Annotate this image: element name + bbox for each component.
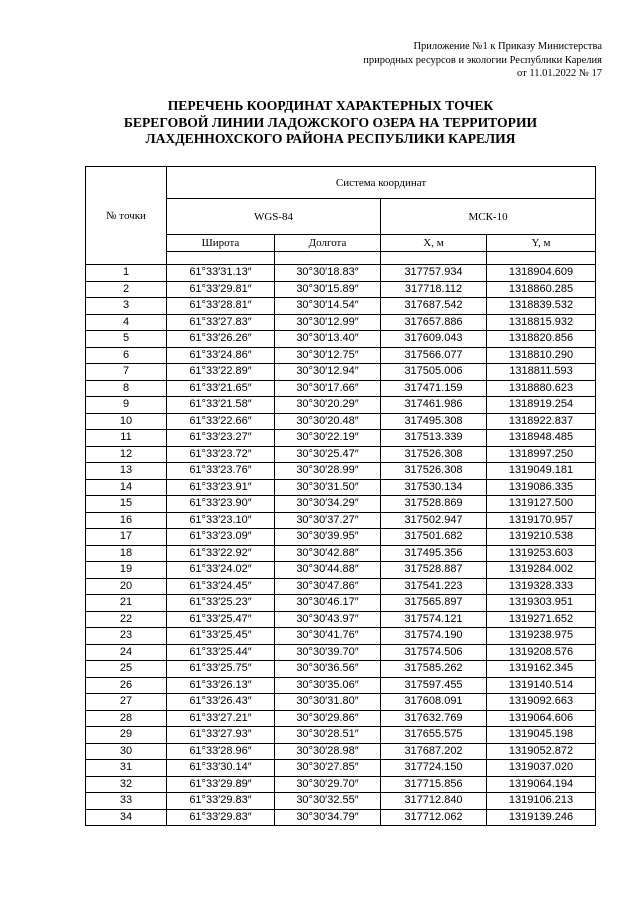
x-cell: 317526.308 (381, 446, 487, 463)
table-row (86, 265, 596, 282)
longitude-cell: 30°30′18.83″ (275, 265, 381, 282)
x-cell: 317501.682 (381, 529, 487, 546)
x-cell: 317526.308 (381, 463, 487, 480)
x-cell: 317495.308 (381, 413, 487, 430)
y-cell: 1319210.538 (487, 529, 596, 546)
longitude-cell: 30°30′34.29″ (275, 496, 381, 513)
x-cell: 317724.150 (381, 760, 487, 777)
longitude-cell: 30°30′17.66″ (275, 380, 381, 397)
x-cell: 317565.897 (381, 595, 487, 612)
annex-line-1: Приложение №1 к Приказу Министерства (413, 41, 602, 52)
longitude-cell: 30°30′22.19″ (275, 430, 381, 447)
longitude-cell: 30°30′39.70″ (275, 644, 381, 661)
table-row (86, 298, 596, 315)
point-number-cell: 33 (86, 793, 167, 810)
blank-cell (167, 252, 275, 265)
coordinates-table (85, 166, 596, 826)
latitude-cell: 61°33′25.45″ (167, 628, 275, 645)
x-cell: 317687.542 (381, 298, 487, 315)
longitude-cell: 30°30′47.86″ (275, 578, 381, 595)
latitude-cell: 61°33′28.81″ (167, 298, 275, 315)
y-cell: 1319064.194 (487, 776, 596, 793)
longitude-cell: 30°30′14.54″ (275, 298, 381, 315)
header-y: Y, м (487, 235, 596, 252)
latitude-cell: 61°33′26.13″ (167, 677, 275, 694)
table-row (86, 347, 596, 364)
point-number-cell: 7 (86, 364, 167, 381)
point-number-cell: 13 (86, 463, 167, 480)
point-number-cell: 26 (86, 677, 167, 694)
annex-line-2: природных ресурсов и экологии Республики Карелия (363, 54, 602, 66)
point-number-cell: 19 (86, 562, 167, 579)
latitude-cell: 61°33′23.91″ (167, 479, 275, 496)
table-row (86, 479, 596, 496)
latitude-cell: 61°33′23.72″ (167, 446, 275, 463)
x-cell: 317757.934 (381, 265, 487, 282)
y-cell: 1318820.856 (487, 331, 596, 348)
y-cell: 1319271.652 (487, 611, 596, 628)
document-title (0, 98, 639, 148)
point-number-cell: 29 (86, 727, 167, 744)
header-coordinate-system: Система координат (167, 167, 596, 199)
latitude-cell: 61°33′29.83″ (167, 793, 275, 810)
y-cell: 1319139.246 (487, 809, 596, 826)
header-x: X, м (381, 235, 487, 252)
x-cell: 317597.455 (381, 677, 487, 694)
x-cell: 317502.947 (381, 512, 487, 529)
y-cell: 1318860.285 (487, 281, 596, 298)
longitude-cell: 30°30′28.98″ (275, 743, 381, 760)
latitude-cell: 61°33′30.14″ (167, 760, 275, 777)
longitude-cell: 30°30′46.17″ (275, 595, 381, 612)
table-body (86, 265, 596, 826)
y-cell: 1318811.593 (487, 364, 596, 381)
table-row (86, 611, 596, 628)
table-row (86, 578, 596, 595)
table-row (86, 397, 596, 414)
longitude-cell: 30°30′20.48″ (275, 413, 381, 430)
x-cell: 317655.575 (381, 727, 487, 744)
longitude-cell: 30°30′28.51″ (275, 727, 381, 744)
point-number-cell: 1 (86, 265, 167, 282)
x-cell: 317528.887 (381, 562, 487, 579)
blank-cell (381, 252, 487, 265)
annex-note (363, 40, 602, 81)
longitude-cell: 30°30′35.06″ (275, 677, 381, 694)
y-cell: 1319284.002 (487, 562, 596, 579)
longitude-cell: 30°30′29.70″ (275, 776, 381, 793)
table-row (86, 809, 596, 826)
latitude-cell: 61°33′22.92″ (167, 545, 275, 562)
blank-cell (275, 252, 381, 265)
latitude-cell: 61°33′28.96″ (167, 743, 275, 760)
y-cell: 1319064.606 (487, 710, 596, 727)
point-number-cell: 34 (86, 809, 167, 826)
table-row (86, 281, 596, 298)
latitude-cell: 61°33′27.21″ (167, 710, 275, 727)
longitude-cell: 30°30′39.95″ (275, 529, 381, 546)
x-cell: 317574.506 (381, 644, 487, 661)
latitude-cell: 61°33′31.13″ (167, 265, 275, 282)
longitude-cell: 30°30′25.47″ (275, 446, 381, 463)
header-longitude: Долгота (275, 235, 381, 252)
y-cell: 1319037.020 (487, 760, 596, 777)
x-cell: 317632.769 (381, 710, 487, 727)
x-cell: 317712.840 (381, 793, 487, 810)
table-row (86, 743, 596, 760)
x-cell: 317715.856 (381, 776, 487, 793)
latitude-cell: 61°33′25.75″ (167, 661, 275, 678)
x-cell: 317609.043 (381, 331, 487, 348)
y-cell: 1318880.623 (487, 380, 596, 397)
point-number-cell: 31 (86, 760, 167, 777)
y-cell: 1318815.932 (487, 314, 596, 331)
x-cell: 317495.356 (381, 545, 487, 562)
point-number-cell: 28 (86, 710, 167, 727)
x-cell: 317461.986 (381, 397, 487, 414)
latitude-cell: 61°33′29.81″ (167, 281, 275, 298)
point-number-cell: 4 (86, 314, 167, 331)
latitude-cell: 61°33′26.43″ (167, 694, 275, 711)
table-row (86, 776, 596, 793)
latitude-cell: 61°33′29.89″ (167, 776, 275, 793)
x-cell: 317505.006 (381, 364, 487, 381)
point-number-cell: 24 (86, 644, 167, 661)
longitude-cell: 30°30′42.88″ (275, 545, 381, 562)
point-number-cell: 11 (86, 430, 167, 447)
longitude-cell: 30°30′15.89″ (275, 281, 381, 298)
latitude-cell: 61°33′24.02″ (167, 562, 275, 579)
y-cell: 1319106.213 (487, 793, 596, 810)
y-cell: 1319303.951 (487, 595, 596, 612)
y-cell: 1319086.335 (487, 479, 596, 496)
longitude-cell: 30°30′43.97″ (275, 611, 381, 628)
longitude-cell: 30°30′34.79″ (275, 809, 381, 826)
longitude-cell: 30°30′31.80″ (275, 694, 381, 711)
header-wgs84: WGS-84 (167, 199, 381, 235)
latitude-cell: 61°33′22.66″ (167, 413, 275, 430)
x-cell: 317574.121 (381, 611, 487, 628)
y-cell: 1319092.663 (487, 694, 596, 711)
x-cell: 317513.339 (381, 430, 487, 447)
latitude-cell: 61°33′26.26″ (167, 331, 275, 348)
x-cell: 317608.091 (381, 694, 487, 711)
point-number-cell: 12 (86, 446, 167, 463)
table-row (86, 314, 596, 331)
point-number-cell: 30 (86, 743, 167, 760)
point-number-cell: 9 (86, 397, 167, 414)
point-number-cell: 15 (86, 496, 167, 513)
point-number-cell: 14 (86, 479, 167, 496)
y-cell: 1318948.485 (487, 430, 596, 447)
longitude-cell: 30°30′12.99″ (275, 314, 381, 331)
point-number-cell: 25 (86, 661, 167, 678)
x-cell: 317712.062 (381, 809, 487, 826)
x-cell: 317566.077 (381, 347, 487, 364)
table-row (86, 512, 596, 529)
x-cell: 317687.202 (381, 743, 487, 760)
table-row (86, 595, 596, 612)
point-number-cell: 5 (86, 331, 167, 348)
y-cell: 1319238.975 (487, 628, 596, 645)
table-row (86, 661, 596, 678)
table-row (86, 446, 596, 463)
latitude-cell: 61°33′25.23″ (167, 595, 275, 612)
latitude-cell: 61°33′23.27″ (167, 430, 275, 447)
latitude-cell: 61°33′25.44″ (167, 644, 275, 661)
table-row (86, 413, 596, 430)
latitude-cell: 61°33′23.76″ (167, 463, 275, 480)
header-latitude: Широта (167, 235, 275, 252)
point-number-cell: 27 (86, 694, 167, 711)
longitude-cell: 30°30′12.94″ (275, 364, 381, 381)
longitude-cell: 30°30′36.56″ (275, 661, 381, 678)
title-line-3: ЛАХДЕННОХСКОГО РАЙОНА РЕСПУБЛИКИ КАРЕЛИЯ (145, 131, 516, 147)
longitude-cell: 30°30′29.86″ (275, 710, 381, 727)
title-line-1: ПЕРЕЧЕНЬ КООРДИНАТ ХАРАКТЕРНЫХ ТОЧЕК (167, 98, 494, 113)
point-number-cell: 32 (86, 776, 167, 793)
title-line-2: БЕРЕГОВОЙ ЛИНИИ ЛАДОЖСКОГО ОЗЕРА НА ТЕРРИТОРИИ (123, 114, 538, 130)
point-number-cell: 18 (86, 545, 167, 562)
y-cell: 1319170.957 (487, 512, 596, 529)
point-number-cell: 20 (86, 578, 167, 595)
point-number-cell: 22 (86, 611, 167, 628)
y-cell: 1318904.609 (487, 265, 596, 282)
longitude-cell: 30°30′41.76″ (275, 628, 381, 645)
table-row (86, 545, 596, 562)
latitude-cell: 61°33′23.09″ (167, 529, 275, 546)
y-cell: 1318810.290 (487, 347, 596, 364)
latitude-cell: 61°33′27.93″ (167, 727, 275, 744)
y-cell: 1319140.514 (487, 677, 596, 694)
y-cell: 1319208.576 (487, 644, 596, 661)
longitude-cell: 30°30′13.40″ (275, 331, 381, 348)
point-number-cell: 2 (86, 281, 167, 298)
table-row (86, 380, 596, 397)
y-cell: 1318919.254 (487, 397, 596, 414)
latitude-cell: 61°33′23.10″ (167, 512, 275, 529)
y-cell: 1319049.181 (487, 463, 596, 480)
longitude-cell: 30°30′27.85″ (275, 760, 381, 777)
longitude-cell: 30°30′20.29″ (275, 397, 381, 414)
latitude-cell: 61°33′21.58″ (167, 397, 275, 414)
x-cell: 317530.134 (381, 479, 487, 496)
table-row (86, 727, 596, 744)
table-row (86, 562, 596, 579)
y-cell: 1318922.837 (487, 413, 596, 430)
x-cell: 317541.223 (381, 578, 487, 595)
y-cell: 1319052.872 (487, 743, 596, 760)
latitude-cell: 61°33′24.45″ (167, 578, 275, 595)
table-row (86, 496, 596, 513)
point-number-cell: 8 (86, 380, 167, 397)
table-row (86, 694, 596, 711)
longitude-cell: 30°30′12.75″ (275, 347, 381, 364)
table-row (86, 529, 596, 546)
y-cell: 1319328.333 (487, 578, 596, 595)
point-number-cell: 6 (86, 347, 167, 364)
table-row (86, 364, 596, 381)
x-cell: 317657.886 (381, 314, 487, 331)
y-cell: 1319162.345 (487, 661, 596, 678)
y-cell: 1319045.198 (487, 727, 596, 744)
x-cell: 317585.262 (381, 661, 487, 678)
y-cell: 1319253.603 (487, 545, 596, 562)
header-msk10: МСК-10 (381, 199, 596, 235)
longitude-cell: 30°30′37.27″ (275, 512, 381, 529)
table-row (86, 644, 596, 661)
latitude-cell: 61°33′23.90″ (167, 496, 275, 513)
latitude-cell: 61°33′27.83″ (167, 314, 275, 331)
point-number-cell: 17 (86, 529, 167, 546)
table-row (86, 677, 596, 694)
x-cell: 317718.112 (381, 281, 487, 298)
table-row (86, 760, 596, 777)
latitude-cell: 61°33′24.86″ (167, 347, 275, 364)
latitude-cell: 61°33′21.65″ (167, 380, 275, 397)
longitude-cell: 30°30′31.50″ (275, 479, 381, 496)
table-row (86, 628, 596, 645)
latitude-cell: 61°33′29.83″ (167, 809, 275, 826)
latitude-cell: 61°33′25.47″ (167, 611, 275, 628)
x-cell: 317528.869 (381, 496, 487, 513)
table-row (86, 463, 596, 480)
point-number-cell: 10 (86, 413, 167, 430)
x-cell: 317574.190 (381, 628, 487, 645)
table-row (86, 430, 596, 447)
point-number-cell: 16 (86, 512, 167, 529)
header-point-number: № точки (86, 167, 167, 265)
table-row (86, 331, 596, 348)
blank-cell (487, 252, 596, 265)
point-number-cell: 23 (86, 628, 167, 645)
x-cell: 317471.159 (381, 380, 487, 397)
annex-line-3: от 11.01.2022 № 17 (517, 68, 602, 79)
table-row (86, 710, 596, 727)
table-row (86, 793, 596, 810)
y-cell: 1318997.250 (487, 446, 596, 463)
y-cell: 1318839.532 (487, 298, 596, 315)
point-number-cell: 21 (86, 595, 167, 612)
longitude-cell: 30°30′32.55″ (275, 793, 381, 810)
latitude-cell: 61°33′22.89″ (167, 364, 275, 381)
longitude-cell: 30°30′28.99″ (275, 463, 381, 480)
longitude-cell: 30°30′44.88″ (275, 562, 381, 579)
y-cell: 1319127.500 (487, 496, 596, 513)
point-number-cell: 3 (86, 298, 167, 315)
